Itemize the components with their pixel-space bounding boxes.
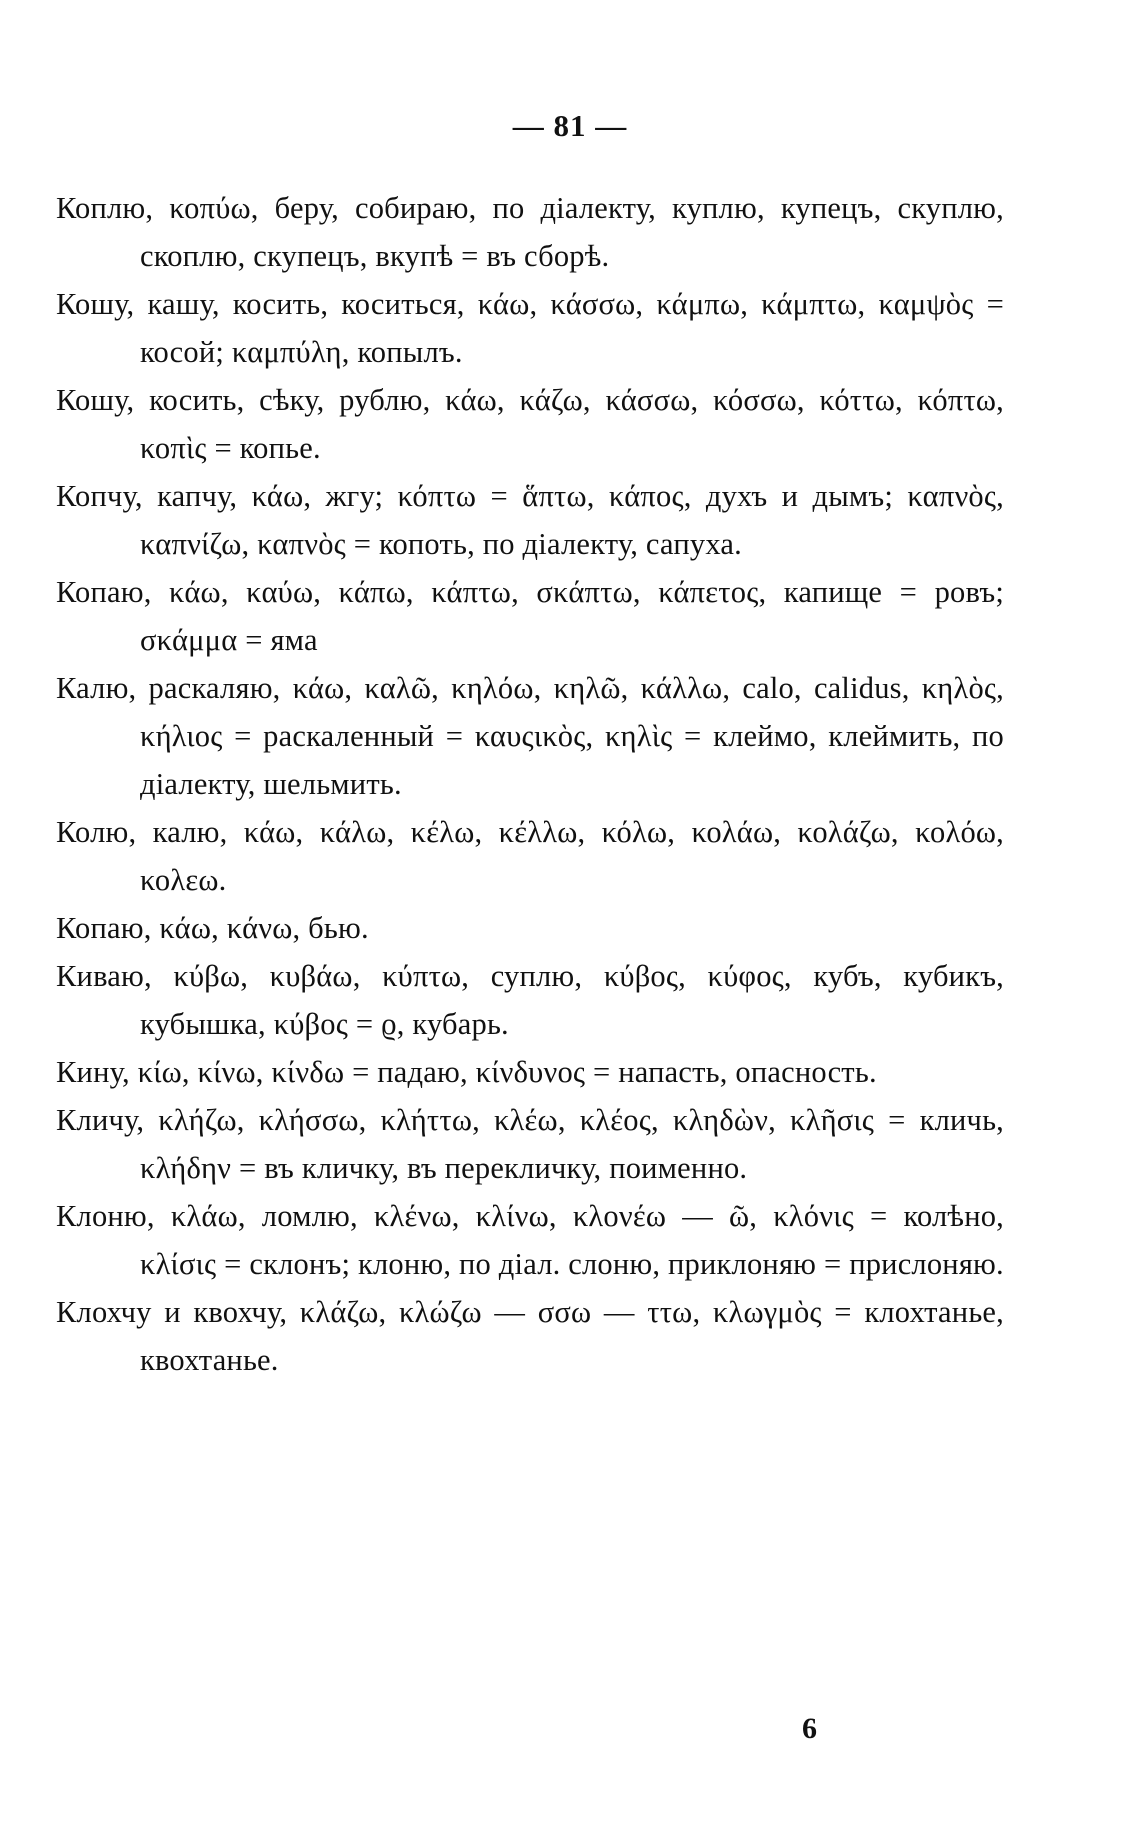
page-number-header: — 81 — bbox=[512, 108, 628, 143]
dictionary-entry: Копчу, капчу, κάω, жгу; κόπτω = ἅπτω, κάπος, духъ и дымъ; καπνὸς, καπνίζω, καπνὸς = копоть, по діалекту, сапуха. bbox=[56, 479, 1004, 561]
dictionary-entry: Копаю, κάω, καύω, κάπω, κάπτω, σκάπτω, κάπετος, капище = ровъ; σκάμμα = яма bbox=[56, 575, 1004, 657]
dictionary-entry: Коплю, κοπύω, беру, собираю, по діалекту, куплю, купецъ, скуплю, скоплю, скупецъ, вкупѣ = въ сборѣ. bbox=[56, 191, 1004, 273]
dictionary-entry: Колю, калю, κάω, κάλω, κέλω, κέλλω, κόλω, κολάω, κολάζω, κολόω, κολεω. bbox=[56, 815, 1004, 897]
dictionary-entry: Копаю, κάω, κάνω, бью. bbox=[56, 911, 369, 945]
dictionary-entries bbox=[56, 184, 1004, 1384]
signature-mark: 6 bbox=[802, 1712, 817, 1745]
dictionary-entry: Кину, κίω, κίνω, κίνδω = падаю, κίνδυνος = напасть, опасность. bbox=[56, 1055, 877, 1089]
dictionary-entry: Клоню, κλάω, ломлю, κλένω, κλίνω, κλονέω — ῶ, κλόνις = колѣно, κλίσις = склонъ; клоню, по діал. слоню, приклоняю = прислоняю. bbox=[56, 1199, 1004, 1281]
dictionary-entry: Кошу, косить, сѣку, рублю, κάω, κάζω, κάσσω, κόσσω, κόττω, κόπτω, κοπὶς = копье. bbox=[56, 383, 1004, 465]
dictionary-entry: Клохчу и квохчу, κλάζω, κλώζω — σσω — ττω, κλωγμὸς = клохтанье, квохтанье. bbox=[56, 1295, 1004, 1377]
dictionary-entry: Киваю, κύβω, κυβάω, κύπτω, суплю, κύβος, κύφος, кубъ, кубикъ, кубышка, κύβος = ϱ, кубарь. bbox=[56, 959, 1004, 1041]
dictionary-entry: Кошу, кашу, косить, коситься, κάω, κάσσω, κάμπω, κάμπτω, καμψὸς = косой; καμπύλη, копылъ. bbox=[56, 287, 1004, 369]
dictionary-entry: Калю, раскаляю, κάω, καλῶ, κηλόω, κηλῶ, κάλλω, calo, calidus, κηλὸς, κήλιος = раскаленный = καυςικὸς, κηλὶς = клеймо, клеймить, по діалекту, шельмить. bbox=[56, 671, 1004, 801]
dictionary-entry: Кличу, κλήζω, κλήσσω, κλήττω, κλέω, κλέος, κληδὼν, κλῆσις = кличь, κλήδην = въ кличку, въ перекличку, поименно. bbox=[56, 1103, 1004, 1185]
